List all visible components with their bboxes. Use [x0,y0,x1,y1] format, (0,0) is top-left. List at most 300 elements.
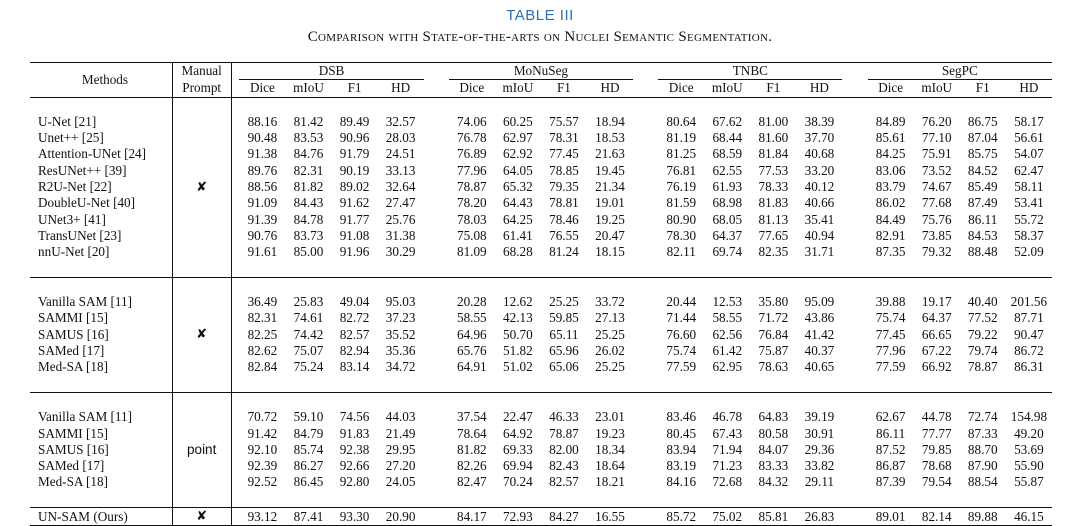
metric-value: 62.67 [875,409,906,425]
metric-value: 154.98 [1010,409,1048,425]
metric-value: 78.30 [666,227,697,243]
metric-value: 85.72 [658,508,704,526]
metric-value: 78.46 [549,211,579,227]
metric-value: 78.87 [549,425,579,441]
header-metric-dsb-dice: Dice [249,80,275,96]
metric-value: 92.39 [247,458,278,474]
metric-value: 68.59 [712,146,743,162]
header-metric-tnbc-dice: Dice [668,80,694,96]
metric-value: 75.76 [921,211,952,227]
metric-value: 78.81 [549,195,579,211]
metric-value: 79.22 [967,326,998,342]
metric-value: 68.44 [712,130,743,146]
metric-value: 37.23 [385,310,416,326]
metric-value: 27.20 [385,458,416,474]
metric-value: 75.07 [293,343,324,359]
metric-value: 62.47 [1014,162,1044,178]
metric-value: 86.11 [968,211,998,227]
method-name: SAMUS [16] [38,326,109,342]
metric-value: 84.43 [293,195,324,211]
metric-value: 18.34 [595,441,625,457]
metric-value: 75.57 [549,113,579,129]
metric-value: 85.74 [293,441,324,457]
metric-value: 90.76 [247,227,278,243]
metric-value: 65.76 [456,343,487,359]
metric-value: 33.82 [804,458,835,474]
metric-value: 58.55 [712,310,743,326]
method-name: SAMed [17] [38,343,105,359]
metric-value: 72.68 [712,474,743,490]
metric-value: 59.85 [549,310,579,326]
metric-value: 84.16 [666,474,697,490]
metric-value: 92.10 [247,441,278,457]
metric-value: 82.91 [875,227,906,243]
metric-value: 82.14 [914,508,960,526]
metric-value: 91.77 [339,211,370,227]
metric-value: 84.07 [758,441,789,457]
metric-value: 29.36 [804,441,835,457]
metric-value: 33.13 [385,162,416,178]
metric-value: 20.44 [666,294,697,310]
metric-value: 85.75 [967,146,998,162]
table-row [30,409,1052,425]
metric-value: 93.30 [332,508,378,526]
metric-value: 69.33 [503,441,533,457]
metric-value: 35.52 [385,326,416,342]
metric-value: 58.55 [456,310,487,326]
metric-value: 61.93 [712,179,743,195]
metric-value: 55.90 [1014,458,1044,474]
metric-value: 84.25 [875,146,906,162]
results-table [30,62,1052,526]
header-metric-tnbc-f1: F1 [766,80,781,96]
metric-value: 80.90 [666,211,697,227]
metric-value: 64.96 [456,326,487,342]
metric-value: 76.20 [921,113,952,129]
metric-value: 29.95 [385,441,416,457]
table-row [30,114,1052,130]
metric-value: 86.72 [1014,343,1044,359]
metric-value: 78.20 [456,195,487,211]
method-name: SAMMI [15] [38,425,108,441]
metric-value: 79.85 [921,441,952,457]
metric-value: 53.69 [1014,441,1044,457]
metric-value: 89.88 [960,508,1006,526]
metric-value: 75.91 [921,146,952,162]
metric-value: 82.72 [339,310,370,326]
metric-value: 12.53 [712,294,743,310]
header-metric-segpc-dice: Dice [878,80,904,96]
metric-value: 78.87 [967,359,998,375]
metric-value: 58.37 [1014,227,1044,243]
method-name: TransUNet [23] [38,227,122,243]
metric-value: 89.76 [247,162,278,178]
metric-value: 79.74 [967,343,998,359]
metric-value: 25.25 [595,359,625,375]
metric-value: 46.33 [549,409,579,425]
metric-value: 77.68 [921,195,952,211]
header-metric-dsb-f1: F1 [347,80,362,96]
metric-value: 64.37 [712,227,743,243]
metric-value: 71.72 [758,310,789,326]
metric-value: 87.90 [967,458,998,474]
metric-value: 76.84 [758,326,789,342]
metric-value: 76.78 [456,130,487,146]
metric-value: 35.41 [804,211,835,227]
metric-value: 43.86 [804,310,835,326]
metric-value: 81.19 [666,130,697,146]
metric-value: 73.52 [921,162,952,178]
metric-value: 77.52 [967,310,998,326]
metric-value: 49.04 [339,294,370,310]
method-name: R2U-Net [22] [38,179,112,195]
metric-value: 71.94 [712,441,743,457]
metric-value: 91.39 [247,211,278,227]
metric-value: 83.79 [875,179,906,195]
metric-value: 91.79 [339,146,370,162]
metric-value: 46.78 [712,409,743,425]
metric-value: 31.38 [385,227,416,243]
header-metric-tnbc-miou: mIoU [711,80,743,96]
metric-value: 21.63 [595,146,625,162]
metric-value: 86.45 [293,474,324,490]
metric-value: 80.45 [666,425,697,441]
metric-value: 77.65 [758,227,789,243]
header-dataset-monuseg: MoNuSeg [449,63,633,80]
metric-value: 68.98 [712,195,743,211]
metric-value: 65.11 [549,326,579,342]
method-name: SAMMI [15] [38,310,108,326]
table-caption: Comparison with State-of-the-arts on Nuclei Semantic Segmentation. [307,29,773,45]
metric-value: 27.13 [595,310,625,326]
metric-value: 80.64 [666,113,697,129]
no-prompt-cross-icon: ✘ [172,294,231,375]
metric-value: 75.02 [704,508,750,526]
metric-value: 77.53 [758,162,789,178]
metric-value: 86.11 [876,425,906,441]
header-metric-monuseg-f1: F1 [556,80,571,96]
metric-value: 84.17 [449,508,495,526]
header-prompt: Prompt [172,80,231,97]
metric-value: 79.35 [549,179,579,195]
metric-value: 83.53 [293,130,324,146]
metric-value: 54.07 [1014,146,1044,162]
metric-value: 84.53 [967,227,998,243]
metric-value: 25.25 [549,294,579,310]
metric-value: 90.96 [339,130,370,146]
header-manual: Manual [172,63,231,80]
metric-value: 40.65 [804,359,835,375]
metric-value: 67.43 [712,425,743,441]
metric-value: 64.92 [503,425,533,441]
metric-value: 41.42 [804,326,835,342]
metric-value: 81.82 [293,179,324,195]
metric-value: 81.84 [758,146,789,162]
metric-value: 32.64 [385,179,416,195]
metric-value: 19.17 [921,294,952,310]
metric-value: 201.56 [1010,294,1048,310]
metric-value: 95.09 [804,294,835,310]
metric-value: 92.52 [247,474,278,490]
metric-value: 62.55 [712,162,743,178]
metric-value: 82.31 [293,162,324,178]
metric-value: 82.57 [339,326,370,342]
metric-value: 40.40 [967,294,998,310]
no-prompt-cross-icon: ✘ [172,114,231,261]
metric-value: 92.66 [339,458,370,474]
metric-value: 64.37 [921,310,952,326]
metric-value: 35.80 [758,294,789,310]
method-name: Med-SA [18] [38,359,108,375]
metric-value: 21.49 [385,425,416,441]
metric-value: 75.74 [875,310,906,326]
metric-value: 60.25 [503,113,533,129]
metric-value: 70.72 [247,409,278,425]
metric-value: 59.10 [293,409,324,425]
metric-value: 84.32 [758,474,789,490]
metric-value: 74.42 [293,326,324,342]
metric-value: 62.97 [503,130,533,146]
metric-value: 40.66 [804,195,835,211]
metric-value: 82.47 [456,474,487,490]
metric-value: 93.12 [239,508,285,526]
header-metric-tnbc-hd: HD [809,80,829,96]
metric-value: 81.42 [293,113,324,129]
metric-value: 18.64 [595,458,625,474]
prompt-point: point [172,409,231,490]
header-metric-segpc-hd: HD [1019,80,1039,96]
metric-value: 72.93 [495,508,541,526]
metric-value: 78.87 [456,179,487,195]
metric-value: 87.41 [285,508,331,526]
metric-value: 68.05 [712,211,743,227]
metric-value: 78.85 [549,162,579,178]
metric-value: 83.33 [758,458,789,474]
metric-value: 25.76 [385,211,416,227]
metric-value: 85.00 [293,244,324,260]
metric-value: 33.72 [595,294,625,310]
metric-value: 64.91 [456,359,487,375]
metric-value: 77.45 [549,146,579,162]
metric-value: 77.96 [456,162,487,178]
method-name: UN-SAM (Ours) [30,508,172,526]
metric-value: 42.13 [503,310,533,326]
metric-value: 26.83 [796,508,842,526]
metric-value: 78.63 [758,359,789,375]
metric-value: 76.81 [666,162,697,178]
metric-value: 33.20 [804,162,835,178]
metric-value: 79.54 [921,474,952,490]
metric-value: 29.11 [804,474,835,490]
metric-value: 88.54 [967,474,998,490]
metric-value: 69.94 [503,458,533,474]
metric-value: 84.27 [541,508,587,526]
metric-value: 83.14 [339,359,370,375]
metric-value: 32.57 [385,113,416,129]
header-metric-dsb-miou: mIoU [293,80,324,96]
metric-value: 81.00 [758,113,789,129]
metric-value: 91.62 [339,195,370,211]
metric-value: 66.65 [921,326,952,342]
metric-value: 86.02 [875,195,906,211]
header-metric-monuseg-miou: mIoU [502,80,534,96]
table-row [30,294,1052,310]
metric-value: 19.01 [595,195,625,211]
metric-value: 75.08 [456,227,487,243]
metric-value: 65.06 [549,359,579,375]
metric-value: 56.61 [1014,130,1044,146]
metric-value: 68.28 [503,244,533,260]
metric-value: 87.39 [875,474,906,490]
metric-value: 77.77 [921,425,952,441]
header-dataset-dsb: DSB [239,63,423,80]
metric-value: 38.39 [804,113,835,129]
metric-value: 85.61 [875,130,906,146]
metric-value: 85.81 [750,508,796,526]
metric-value: 75.74 [666,343,697,359]
method-name: DoubleU-Net [40] [38,195,136,211]
metric-value: 74.06 [456,113,487,129]
method-name: Unet++ [25] [38,130,104,146]
metric-value: 12.62 [503,294,533,310]
metric-value: 85.49 [967,179,998,195]
metric-value: 81.60 [758,130,789,146]
metric-value: 62.95 [712,359,743,375]
header-dataset-segpc: SegPC [868,63,1052,80]
metric-value: 55.87 [1014,474,1044,490]
metric-value: 88.70 [967,441,998,457]
metric-value: 37.70 [804,130,835,146]
metric-value: 90.19 [339,162,370,178]
metric-value: 19.45 [595,162,625,178]
metric-value: 78.68 [921,458,952,474]
metric-value: 87.49 [967,195,998,211]
metric-value: 73.85 [921,227,952,243]
metric-value: 78.33 [758,179,789,195]
no-prompt-cross-icon: ✘ [172,508,231,526]
metric-value: 83.46 [666,409,697,425]
metric-value: 86.87 [875,458,906,474]
metric-value: 67.62 [712,113,743,129]
metric-value: 70.24 [503,474,533,490]
metric-value: 58.11 [1014,179,1044,195]
metric-value: 82.84 [247,359,278,375]
metric-value: 76.19 [666,179,697,195]
metric-value: 67.22 [921,343,952,359]
metric-value: 83.06 [875,162,906,178]
metric-value: 25.83 [293,294,324,310]
metric-value: 58.17 [1014,113,1044,129]
metric-value: 82.11 [666,244,696,260]
metric-value: 88.16 [247,113,278,129]
metric-value: 61.41 [503,227,533,243]
metric-value: 82.31 [247,310,278,326]
metric-value: 74.67 [921,179,952,195]
metric-value: 89.49 [339,113,370,129]
method-name: SAMUS [16] [38,441,109,457]
metric-value: 71.23 [712,458,743,474]
metric-value: 26.02 [595,343,625,359]
metric-value: 81.25 [666,146,697,162]
metric-value: 20.90 [378,508,424,526]
metric-value: 53.41 [1014,195,1044,211]
metric-value: 44.78 [921,409,952,425]
metric-value: 39.88 [875,294,906,310]
metric-value: 86.27 [293,458,324,474]
metric-value: 74.56 [339,409,370,425]
metric-value: 81.82 [456,441,487,457]
metric-value: 40.68 [804,146,835,162]
metric-value: 80.58 [758,425,789,441]
method-name: U-Net [21] [38,113,97,129]
metric-value: 83.73 [293,227,324,243]
header-metric-monuseg-hd: HD [600,80,620,96]
metric-value: 64.43 [503,195,533,211]
metric-value: 82.57 [549,474,579,490]
metric-value: 21.34 [595,179,625,195]
metric-value: 37.54 [456,409,487,425]
header-methods: Methods [81,71,129,87]
header-dataset-tnbc: TNBC [658,63,842,80]
metric-value: 71.44 [666,310,697,326]
metric-value: 51.02 [503,359,533,375]
metric-value: 77.59 [666,359,697,375]
method-name: Vanilla SAM [11] [38,294,133,310]
metric-value: 66.92 [921,359,952,375]
metric-value: 82.35 [758,244,789,260]
metric-value: 72.74 [967,409,998,425]
metric-value: 31.71 [804,244,835,260]
table-number: TABLE III [506,7,574,24]
metric-value: 87.33 [967,425,998,441]
metric-value: 62.92 [503,146,533,162]
metric-value: 83.94 [666,441,697,457]
metric-value: 86.75 [967,113,998,129]
metric-value: 78.03 [456,211,487,227]
header-metric-segpc-f1: F1 [975,80,990,96]
metric-value: 84.89 [875,113,906,129]
method-name: SAMed [17] [38,458,105,474]
metric-value: 40.37 [804,343,835,359]
metric-value: 75.87 [758,343,789,359]
metric-value: 52.09 [1014,244,1044,260]
metric-value: 84.52 [967,162,998,178]
metric-value: 25.25 [595,326,625,342]
metric-value: 89.02 [339,179,370,195]
metric-value: 92.38 [339,441,370,457]
metric-value: 91.42 [247,425,278,441]
metric-value: 74.61 [293,310,324,326]
method-name: Vanilla SAM [11] [38,409,133,425]
metric-value: 20.28 [456,294,487,310]
metric-value: 91.08 [339,227,370,243]
metric-value: 82.00 [549,441,579,457]
metric-value: 19.23 [595,425,625,441]
metric-value: 78.64 [456,425,487,441]
metric-value: 20.47 [595,227,625,243]
metric-value: 69.74 [712,244,743,260]
metric-value: 40.94 [804,227,835,243]
metric-value: 91.96 [339,244,370,260]
metric-value: 18.15 [595,244,625,260]
metric-value: 76.55 [549,227,579,243]
metric-value: 61.42 [712,343,743,359]
metric-value: 34.72 [385,359,416,375]
metric-value: 30.29 [385,244,416,260]
metric-value: 84.49 [875,211,906,227]
method-name: ResUNet++ [39] [38,162,127,178]
metric-value: 87.52 [875,441,906,457]
